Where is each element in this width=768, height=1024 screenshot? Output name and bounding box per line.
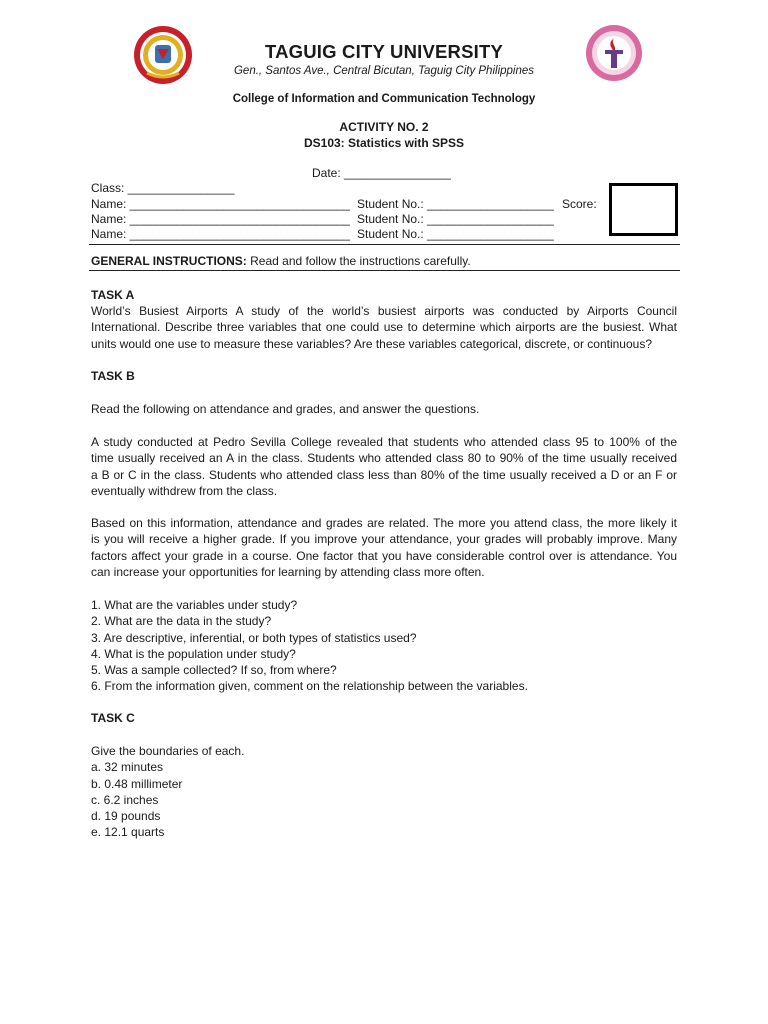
- task-b-questions: [91, 597, 677, 695]
- task-c-list: [91, 743, 677, 841]
- university-address: Gen., Santos Ave., Central Bicutan, Taguig City Philippines: [233, 65, 535, 77]
- score-box: [609, 183, 678, 236]
- question-item: 6. From the information given, comment on the relationship between the variables.: [91, 679, 528, 694]
- score-label: Score:: [562, 197, 597, 211]
- date-field: Date: ________________: [312, 166, 451, 180]
- paragraph-line: World’s Busiest Airports A study of the world’s busiest airports was conducted by Airports Council: [91, 304, 677, 318]
- name-field: Name: _________________________________: [91, 197, 350, 211]
- task-b-paragraph-1: [91, 434, 677, 499]
- task-b-intro: Read the following on attendance and grades, and answer the questions.: [91, 402, 480, 416]
- name-field: Name: _________________________________: [91, 227, 350, 241]
- instructions-text: Read and follow the instructions carefully.: [246, 254, 471, 268]
- task-a-paragraph: [91, 303, 677, 352]
- course-title: DS103: Statistics with SPSS: [303, 136, 465, 150]
- paragraph-line: units would one use to measure these variables? Are these variables categorical, discrete, or continuous?: [91, 336, 652, 351]
- task-c-heading: TASK C: [91, 711, 135, 725]
- list-item: d. 19 pounds: [91, 809, 161, 824]
- college-name: College of Information and Communication Technology: [232, 93, 536, 105]
- divider-bottom: [89, 270, 680, 271]
- question-item: 2. What are the data in the study?: [91, 614, 272, 629]
- general-instructions: [91, 254, 471, 268]
- university-name: TAGUIG CITY UNIVERSITY: [264, 41, 504, 62]
- task-b-paragraph-2: [91, 515, 677, 580]
- student-no-field: Student No.: ___________________: [357, 197, 554, 211]
- question-item: 4. What is the population under study?: [91, 646, 296, 661]
- question-item: 3. Are descriptive, inferential, or both types of statistics used?: [91, 630, 417, 645]
- paragraph-line: can increase your opportunities for learning by attending class more often.: [91, 564, 485, 579]
- paragraph-line: International. Describe three variables that one could use to determine which airports are the busiest. What: [91, 320, 677, 335]
- student-no-field: Student No.: ___________________: [357, 212, 554, 226]
- activity-title: ACTIVITY NO. 2: [339, 120, 429, 134]
- student-no-field: Student No.: ___________________: [357, 227, 554, 241]
- paragraph-line: a B or C in the class. Students who attended class less than 80% of the time usually received a D or an F or: [91, 467, 677, 482]
- question-item: 5. Was a sample collected? If so, from where?: [91, 663, 337, 678]
- question-item: 1. What are the variables under study?: [91, 598, 298, 612]
- paragraph-line: Based on this information, attendance and grades are related. The more you attend class, the more likely it: [91, 516, 677, 530]
- paragraph-line: eventually withdrew from the class.: [91, 483, 278, 498]
- name-field: Name: _________________________________: [91, 212, 350, 226]
- list-item: b. 0.48 millimeter: [91, 776, 183, 791]
- instructions-label: GENERAL INSTRUCTIONS:: [91, 254, 247, 268]
- list-item: e. 12.1 quarts: [91, 825, 165, 840]
- class-field: Class: ________________: [91, 181, 235, 195]
- paragraph-line: factors affect your grade in a course. One factor that you have considerable control over is attendance. You: [91, 548, 677, 563]
- task-b-heading: TASK B: [91, 369, 135, 383]
- paragraph-line: time usually received an A in the class. Students who attended class 80 to 90% of the time usually received: [91, 451, 677, 466]
- divider-top: [89, 244, 680, 245]
- list-item: a. 32 minutes: [91, 760, 164, 775]
- task-c-intro: Give the boundaries of each.: [91, 744, 245, 758]
- list-item: c. 6.2 inches: [91, 792, 159, 807]
- task-a-heading: TASK A: [91, 288, 135, 302]
- paragraph-line: A study conducted at Pedro Sevilla College revealed that students who attended class 95 to 100% of the: [91, 435, 677, 449]
- paragraph-line: is you will receive a higher grade. If you improve your attendance, your grades will probably improve. Many: [91, 532, 677, 547]
